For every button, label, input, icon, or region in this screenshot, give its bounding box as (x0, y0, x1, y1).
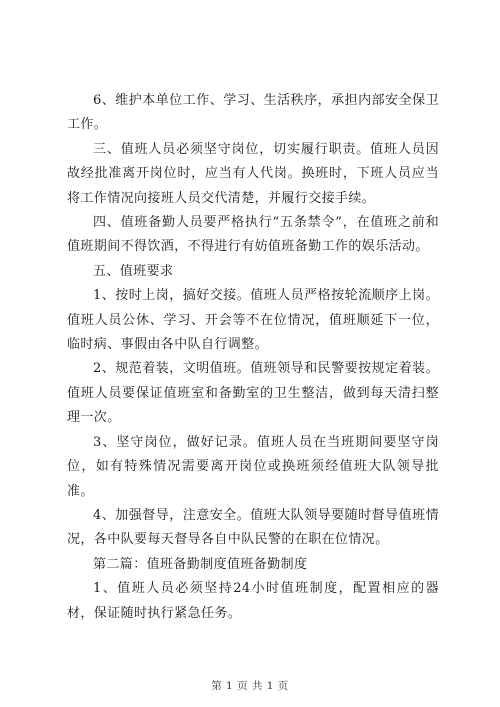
document-body (67, 89, 439, 626)
paragraph-keep-records: 3、坚守岗位，做好记录。值班人员在当班期间要坚守岗位，如有特殊情况需要离开岗位或换班须经值班大队领导批准。 (67, 434, 439, 499)
paragraph-uniform-conduct: 2、规范着装，文明值班。值班领导和民警要按规定着装。值班人员要保证值班室和备勤室的卫生整洁，做到每天清扫整理一次。 (67, 361, 439, 426)
paragraph-maintain-order: 6、维护本单位工作、学习、生活秩序，承担内部安全保卫工作。 (67, 93, 439, 133)
paragraph-punctual-handover: 1、按时上岗，搞好交接。值班人员严格按轮流顺序上岗。值班人员公休、学习、开会等不在位情况，值班顺延下一位，临时病、事假由各中队自行调整。 (67, 288, 439, 353)
paragraph-24-hour-duty: 1、值班人员必须坚持24小时值班制度，配置相应的器材，保证随时执行紧急任务。 (67, 581, 439, 621)
paragraph-part-two-heading: 第二篇：值班备勤制度值班备勤制度 (93, 556, 308, 572)
paragraph-stay-at-post: 三、值班人员必须坚守岗位，切实履行职责。值班人员因故经批准离开岗位时，应当有人代岗。换班时，下班人员应当将工作情况向接班人员交代清楚，并履行交接手续。 (67, 141, 439, 206)
section-heading-duty-requirements: 五、值班要求 (93, 263, 174, 279)
paragraph-supervision-safety: 4、加强督导，注意安全。值班大队领导要随时督导值班情况，各中队要每天督导各自中队民警的在职在位情况。 (67, 507, 439, 548)
paragraph-five-prohibitions: 四、值班备勤人员要严格执行“五条禁令”，在值班之前和值班期间不得饮酒，不得进行有妨值班备勤工作的娱乐活动。 (67, 215, 439, 255)
page-number-footer: 第 1 页 共 1 页 (211, 680, 289, 692)
